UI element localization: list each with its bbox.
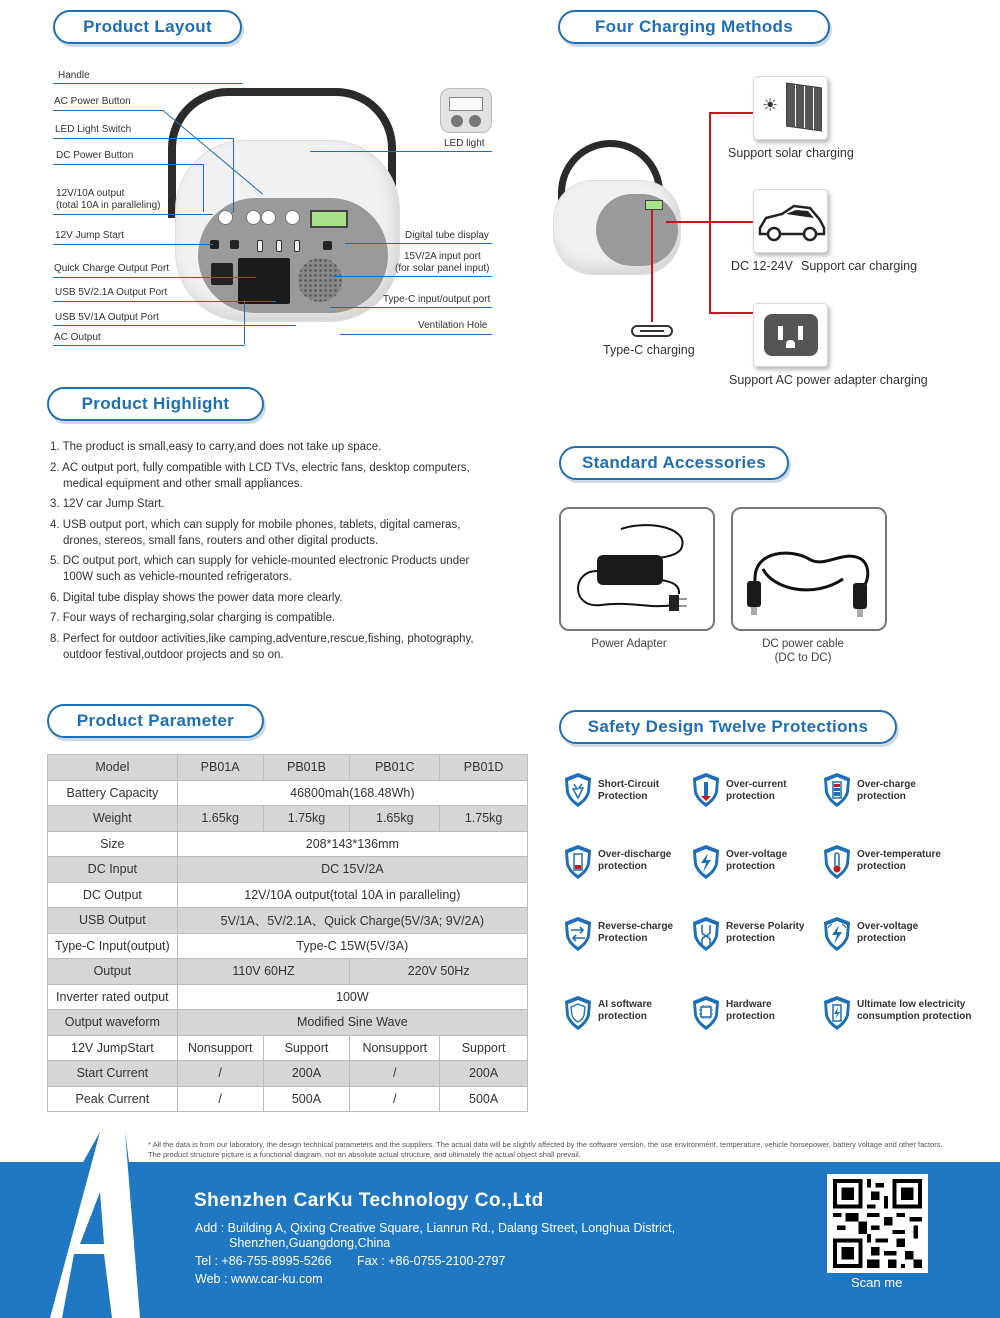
connector-solar [709,112,753,114]
protection-over-current: Over-current protection [726,779,787,802]
table-cell: Type-C 15W(5V/3A) [177,933,527,959]
leader-input-port [333,276,492,277]
ai-software-shield-icon [563,995,593,1031]
table-row [48,984,528,1010]
leader-ventilation [340,334,492,335]
leader-jump-start [53,244,213,245]
table-row [48,1061,528,1087]
ac-icon-box [753,303,828,367]
company-fax: Fax : +86-0755-2100-2797 [357,1254,506,1268]
leader-digital-display [345,243,492,244]
label-ventilation: Ventilation Hole [418,320,488,331]
parameter-table [47,754,528,1112]
label-usb-2a: USB 5V/2.1A Output Port [55,287,168,298]
label-dc-output-note: (total 10A in paralleling) [56,200,161,211]
label-ac-power-button: AC Power Button [54,96,131,107]
caption-dc-cable [731,637,875,665]
table-row [48,1010,528,1036]
company-address-2: Shenzhen,Guangdong,China [229,1236,391,1250]
label-solar-charging: Support solar charging [728,146,854,160]
leader-led-light [310,151,492,152]
disclaimer-note: * All the data is from our laboratory, the design technical parameters and the suppliers. The actual data will be slightly affected by the software version, the use environment, temperature, vehicle horsepower, battery voltage and other factors. The product structure picture is a functional diagram, not an absolute actual structure, and ultimately the actual object shall prevail. [148,1140,943,1159]
label-car-charging: Support car charging [801,259,918,273]
label-jump-start: 12V Jump Start [55,230,124,241]
label-typec-charging: Type-C charging [603,343,695,357]
heading-product-highlight: Product Highlight [47,387,264,421]
protection-hardware: Hardware protection [726,999,775,1022]
table-cell: 12V JumpStart [48,1035,178,1061]
highlight-item: 7. Four ways of recharging,solar charging is compatible. [50,612,336,624]
charging-device-display [645,200,663,210]
power-adapter-image [561,509,713,629]
leader-led-switch-v [233,138,234,213]
usb-port-2 [276,240,282,252]
table-cell: Output waveform [48,1010,178,1036]
leader-usb-1a [53,325,296,326]
table-cell: PB01C [350,755,440,781]
table-cell: USB Output [48,908,178,934]
digital-tube-display [310,210,348,228]
table-cell: 100W [177,984,527,1010]
table-row [48,959,528,985]
ac-outlet [238,258,290,304]
over-voltage-shield-icon [691,844,721,880]
table-cell: 500A [263,1086,350,1112]
over-charge-shield-icon [822,772,852,808]
led-light-inset [440,88,492,133]
led-switch-knob [246,210,261,225]
highlight-list [50,439,500,667]
table-cell: 1.75kg [263,806,350,832]
connector-car [666,221,753,223]
table-cell: Start Current [48,1061,178,1087]
table-cell: PB01A [177,755,263,781]
table-cell: DC 15V/2A [177,857,527,883]
accessory-dc-cable [731,507,887,631]
label-handle: Handle [58,70,90,81]
reverse-polarity-shield-icon [691,916,721,952]
protection-short-circuit: Short-Circuit Protection [598,779,660,802]
label-digital-display: Digital tube display [405,230,489,241]
protection-over-voltage-2: Over-voltage protection [857,921,919,944]
label-car-voltage: DC 12-24V [731,259,793,273]
label-dc-power-button: DC Power Button [56,150,134,161]
ac-power-knob [285,210,300,225]
usb-port [257,240,263,252]
leader-handle [53,83,243,84]
scan-me-label: Scan me [851,1275,903,1290]
leader-dc-power [53,164,203,165]
table-cell: Type-C Input(output) [48,933,178,959]
protection-over-discharge: Over-discharge protection [598,849,672,872]
table-cell: Battery Capacity [48,780,178,806]
company-tel: Tel : +86-755-8995-5266 [195,1254,332,1268]
table-cell: Peak Current [48,1086,178,1112]
label-input-port-note: (for solar panel input) [395,263,490,274]
label-led-light-switch: LED Light Switch [55,124,132,135]
table-cell: DC Input [48,857,178,883]
jump-start-port [211,263,233,285]
low-electricity-shield-icon [822,995,852,1031]
protection-low-electricity: Ultimate low electricity consumption protection [857,999,972,1022]
highlight-item: 4. USB output port, which can supply for mobile phones, tablets, digital cameras, drones, stereos, small fans, routers and other digital products. [50,518,461,547]
table-cell: Model [48,755,178,781]
table-cell: 220V 50Hz [350,959,528,985]
typec-icon [631,325,673,337]
dc-port-2 [230,240,239,249]
over-voltage-2-shield-icon [822,916,852,952]
table-row [48,1035,528,1061]
protection-over-temperature: Over-temperature protection [857,849,941,872]
qr-code-image [832,1179,923,1268]
label-usb-1a: USB 5V/1A Output Port [55,312,159,323]
table-cell: 46800mah(168.48Wh) [177,780,527,806]
caption-power-adapter: Power Adapter [591,638,667,650]
leader-ac-output [53,345,244,346]
table-cell: 208*143*136mm [177,831,527,857]
protection-reverse-charge: Reverse-charge Protection [598,921,674,944]
table-cell: DC Output [48,882,178,908]
table-cell: 200A [263,1061,350,1087]
highlight-item: 2. AC output port, fully compatible with LCD TVs, electric fans, desktop computers, medical equipment and other small appliances. [50,461,470,490]
table-cell: 1.65kg [177,806,263,832]
label-led-light: LED light [444,138,485,149]
highlight-item: 5. DC output port, which can supply for vehicle-mounted electronic Products under 100W such as vehicle-mounted refrigerators. [50,555,470,583]
table-cell: Weight [48,806,178,832]
table-cell: / [350,1061,440,1087]
table-cell: Nonsupport [350,1035,440,1061]
table-cell: / [177,1061,263,1087]
reverse-charge-shield-icon [563,916,593,952]
table-row [48,806,528,832]
leader-dc-power-v [203,164,204,212]
car-icon [754,190,829,254]
hardware-shield-icon [691,995,721,1031]
protection-ai-software: AI software protection [598,999,652,1022]
table-row [48,908,528,934]
over-discharge-shield-icon [563,844,593,880]
accessory-power-adapter [559,507,715,631]
heading-charging-methods: Four Charging Methods [558,10,830,44]
leader-dc-output [53,214,213,215]
leader-usb-2a [53,301,276,302]
table-cell: / [350,1086,440,1112]
short-circuit-shield-icon [563,772,593,808]
table-row [48,1086,528,1112]
label-ac-charging: Support AC power adapter charging [729,373,928,387]
table-cell: PB01B [263,755,350,781]
highlight-item: 8. Perfect for outdoor activities,like camping,adventure,rescue,fishing, photography, outdoor festival,outdoor projects and so on. [50,632,474,661]
usb-port-3 [294,240,300,252]
company-logo-mark [0,1132,150,1318]
table-row [48,831,528,857]
label-typec-port: Type-C input/output port [383,294,491,305]
highlight-item: 6. Digital tube display shows the power data more clearly. [50,591,343,604]
leader-typec-port [330,307,492,308]
table-row [48,780,528,806]
caption-dc-cable-line2: (DC to DC) [774,652,832,664]
label-input-port: 15V/2A input port [404,251,481,262]
sun-icon: ☀ [762,95,779,115]
table-row [48,857,528,883]
heading-product-parameter: Product Parameter [47,704,264,738]
table-cell: Support [263,1035,350,1061]
table-cell: Modified Sine Wave [177,1010,527,1036]
table-row [48,933,528,959]
table-cell: Support [440,1035,528,1061]
table-cell: Output [48,959,178,985]
label-quick-charge: Quick Charge Output Port [54,263,170,274]
leader-ac-power [53,110,163,111]
table-row [48,755,528,781]
protection-over-voltage: Over-voltage protection [726,849,788,872]
heading-standard-accessories: Standard Accessories [559,446,789,480]
table-cell: / [177,1086,263,1112]
over-temperature-shield-icon [822,844,852,880]
highlight-item: 1. The product is small,easy to carry,and does not take up space. [50,441,382,453]
led-switch-knob-2 [261,210,276,225]
solar-panel-icon [786,82,822,131]
highlight-item: 3. 12V car Jump Start. [50,498,165,510]
table-cell: Inverter rated output [48,984,178,1010]
company-website: Web : www.car-ku.com [195,1272,323,1286]
over-current-shield-icon [691,772,721,808]
connector-typec [651,210,653,322]
input-port [323,241,332,250]
caption-dc-cable-line1: DC power cable [762,638,844,650]
table-cell: Size [48,831,178,857]
dc-power-knob [218,210,233,225]
label-ac-output: AC Output [54,332,101,343]
heading-safety-protections: Safety Design Twelve Protections [559,710,897,744]
table-cell: 5V/1A、5V/2.1A、Quick Charge(5V/3A; 9V/2A) [177,908,527,934]
table-cell: Nonsupport [177,1035,263,1061]
charging-device-panel [596,194,678,266]
qr-code[interactable] [827,1174,928,1273]
company-address: Add : Building A, Qixing Creative Square, Lianrun Rd., Dalang Street, Longhua District, [195,1221,676,1235]
table-cell: 110V 60HZ [177,959,350,985]
leader-quick-charge [53,277,256,278]
label-dc-output: 12V/10A output [56,188,125,199]
connector-trunk [709,112,711,313]
table-cell: 12V/10A output(total 10A in paralleling) [177,882,527,908]
leader-led-switch [53,138,233,139]
protection-over-charge: Over-charge protection [857,779,916,802]
dc-cable-image [733,509,885,629]
table-row [48,882,528,908]
heading-product-layout: Product Layout [53,10,242,44]
solar-icon-box [753,76,828,140]
table-cell: 200A [440,1061,528,1087]
ventilation-hole [298,258,342,302]
car-icon-box [753,189,828,253]
table-cell: PB01D [440,755,528,781]
protection-reverse-polarity: Reverse Polarity protection [726,921,805,944]
connector-ac [709,312,753,314]
ac-outlet-icon [764,314,818,356]
table-cell: 500A [440,1086,528,1112]
leader-ac-output-v [244,300,245,345]
table-cell: 1.65kg [350,806,440,832]
table-cell: 1.75kg [440,806,528,832]
company-name: Shenzhen CarKu Technology Co.,Ltd [194,1190,544,1211]
